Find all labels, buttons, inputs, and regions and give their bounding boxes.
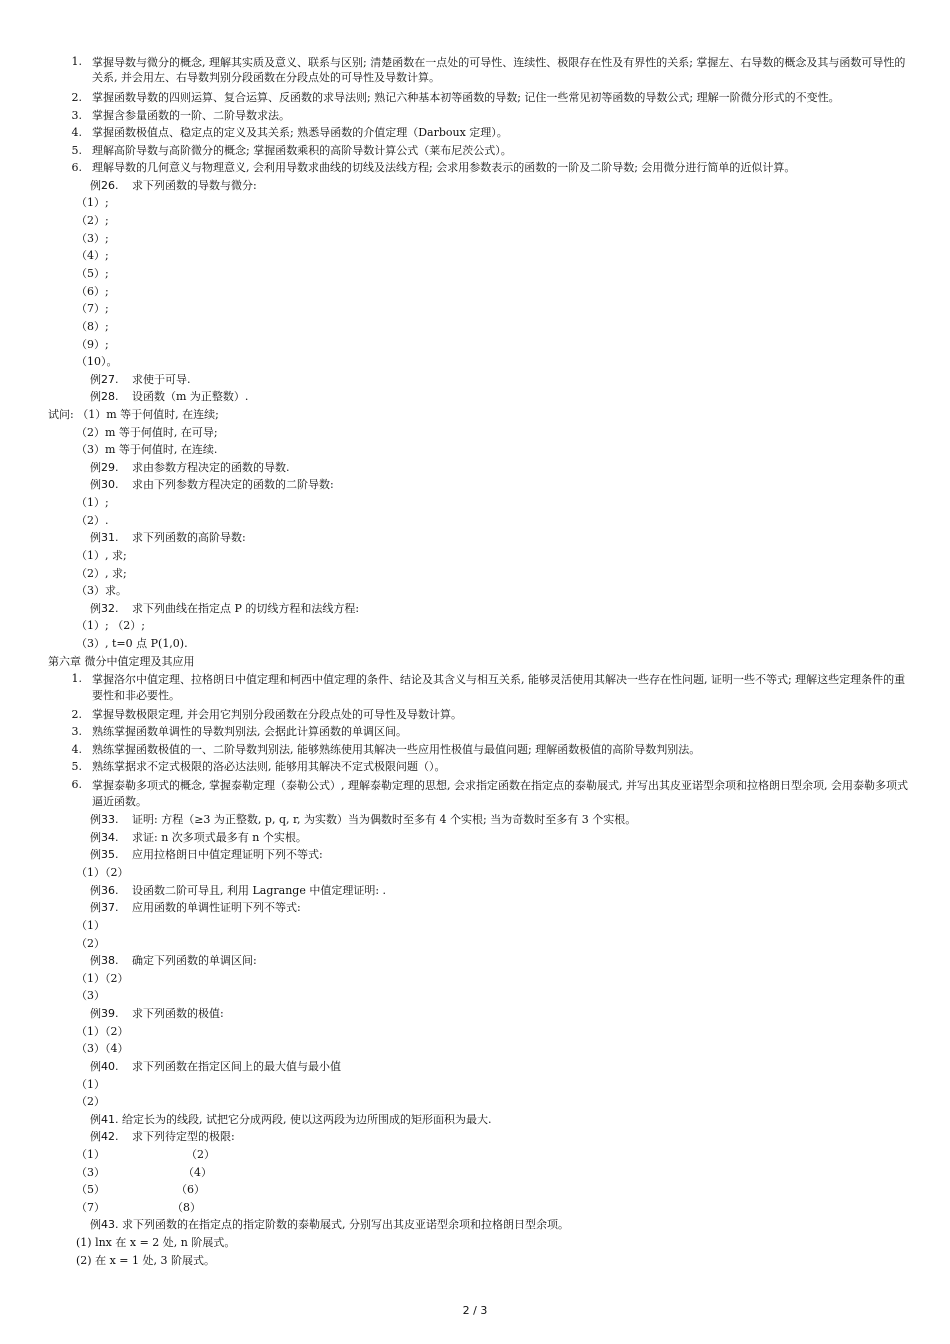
sub-item: （1）（2） bbox=[76, 1025, 129, 1038]
example-label: 例43. bbox=[90, 1218, 119, 1231]
example-label: 例33. bbox=[90, 813, 119, 826]
example-32 bbox=[90, 602, 359, 616]
sub-item: （1）, 求; bbox=[76, 549, 127, 562]
example-30 bbox=[90, 478, 334, 492]
list-item bbox=[62, 725, 407, 739]
example-40 bbox=[90, 1060, 341, 1074]
sub-item: （2） bbox=[186, 1148, 215, 1161]
example-text: 证明: 方程（≥3 为正整数, p, q, r, 为实数）当为偶数时至多有 4 个实根; 当为奇数时至多有 3 个实根。 bbox=[132, 813, 637, 826]
list-text: 掌握函数导数的四则运算、复合运算、反函数的求导法则; 熟记六种基本初等函数的导数; 记住一些常见初等函数的导数公式; 理解一阶微分形式的不变性。 bbox=[92, 91, 840, 104]
example-label: 例36. bbox=[90, 884, 119, 897]
sub-item: (1) lnx 在 x = 2 处, n 阶展式。 bbox=[76, 1236, 236, 1249]
example-text: 求由下列参数方程决定的函数的二阶导数: bbox=[132, 478, 334, 491]
example-text: 求下列函数的极值: bbox=[132, 1007, 224, 1020]
example-text: 求由参数方程决定的函数的导数. bbox=[132, 461, 290, 474]
example-label: 例42. bbox=[90, 1130, 119, 1143]
sub-item: （3）; bbox=[76, 232, 109, 245]
list-number: 6. bbox=[71, 778, 82, 791]
list-item bbox=[62, 161, 795, 175]
example-36 bbox=[90, 884, 386, 898]
list-text: 理解高阶导数与高阶微分的概念; 掌握函数乘积的高阶导数计算公式（莱布尼茨公式）。 bbox=[92, 144, 512, 157]
sub-item: （1）; bbox=[76, 496, 109, 509]
sub-item: （3） bbox=[76, 1166, 105, 1179]
example-text: 求下列函数的导数与微分: bbox=[132, 179, 257, 192]
example-text: 给定长为的线段, 试把它分成两段, 使以这两段为边所围成的矩形面积为最大. bbox=[122, 1113, 492, 1126]
list-number: 3. bbox=[71, 109, 82, 122]
example-42 bbox=[90, 1130, 235, 1144]
sub-item: （8） bbox=[172, 1201, 201, 1214]
list-number: 1. bbox=[71, 55, 82, 68]
sub-item: （1）（2） bbox=[76, 972, 129, 985]
example-text: 应用拉格朗日中值定理证明下列不等式: bbox=[132, 848, 323, 861]
example-label: 例26. bbox=[90, 179, 119, 192]
list-text: 理解导数的几何意义与物理意义, 会利用导数求曲线的切线及法线方程; 会求用参数表示的函数的一阶及二阶导数; 会用微分进行简单的近似计算。 bbox=[92, 161, 796, 174]
sub-item: （2）. bbox=[76, 514, 109, 527]
list-number: 4. bbox=[71, 126, 82, 139]
example-26 bbox=[90, 179, 257, 193]
sub-item: （2） bbox=[76, 937, 105, 950]
sub-item: （5）; bbox=[76, 267, 109, 280]
sub-item: (2) 在 x = 1 处, 3 阶展式。 bbox=[76, 1254, 215, 1267]
example-text: 设函数（m 为正整数）. bbox=[132, 390, 249, 403]
sub-item: 试问: （1）m 等于何值时, 在连续; bbox=[48, 408, 219, 421]
list-number: 5. bbox=[71, 144, 82, 157]
example-text: 求下列函数的高阶导数: bbox=[132, 531, 246, 544]
sub-item: （3）, t=0 点 P(1,0). bbox=[76, 637, 188, 650]
sub-item: （3） bbox=[76, 989, 105, 1002]
sub-item: （5） bbox=[76, 1183, 105, 1196]
sub-item: （1）; （2）; bbox=[76, 619, 145, 632]
list-text: 掌握导数与微分的概念, 理解其实质及意义、联系与区别; 清楚函数在一点处的可导性、连续性、极限存在性及有界性的关系; 掌握左、右导数的概念及其与函数可导性的关系, 并会用左、右导数判别分段函数在分段点处的可导性及导数计算。 bbox=[92, 56, 906, 84]
list-text: 掌握含参量函数的一阶、二阶导数求法。 bbox=[92, 109, 290, 122]
sub-item: （1） bbox=[76, 1148, 105, 1161]
example-label: 例28. bbox=[90, 390, 119, 403]
example-label: 例41. bbox=[90, 1113, 119, 1126]
example-39 bbox=[90, 1007, 224, 1021]
example-34 bbox=[90, 831, 307, 845]
list-number: 6. bbox=[71, 161, 82, 174]
example-27 bbox=[90, 373, 191, 387]
page-number: 2 / 3 bbox=[462, 1304, 488, 1317]
list-number: 2. bbox=[71, 708, 82, 721]
sub-item: （2）m 等于何值时, 在可导; bbox=[76, 426, 218, 439]
example-text: 求下列函数的在指定点的指定阶数的泰勒展式, 分别写出其皮亚诺型余项和拉格朗日型余项。 bbox=[122, 1218, 569, 1231]
list-text: 掌握洛尔中值定理、拉格朗日中值定理和柯西中值定理的条件、结论及其含义与相互关系, 能够灵活使用其解决一些存在性问题, 证明一些不等式; 理解这些定理条件的重要性和非必要性。 bbox=[92, 673, 906, 702]
example-31 bbox=[90, 531, 246, 545]
example-label: 例35. bbox=[90, 848, 119, 861]
list-item bbox=[62, 91, 840, 105]
sub-item: （2）; bbox=[76, 214, 109, 227]
example-label: 例37. bbox=[90, 901, 119, 914]
example-label: 例32. bbox=[90, 602, 119, 615]
sub-item: （1） bbox=[76, 1078, 105, 1091]
list-item bbox=[62, 55, 912, 85]
example-label: 例30. bbox=[90, 478, 119, 491]
list-text: 掌握泰勒多项式的概念, 掌握泰勒定理（泰勒公式）, 理解泰勒定理的思想, 会求指定函数在指定点的泰勒展式, 并写出其皮亚诺型余项和拉格朗日型余项, 会用泰勒多项式逼近函数。 bbox=[92, 779, 908, 808]
list-text: 掌握导数极限定理, 并会用它判别分段函数在分段点处的可导性及导数计算。 bbox=[92, 708, 462, 721]
list-item bbox=[62, 144, 512, 158]
example-29 bbox=[90, 461, 290, 475]
example-label: 例31. bbox=[90, 531, 119, 544]
sub-item: （8）; bbox=[76, 320, 109, 333]
list-item bbox=[62, 708, 462, 722]
example-37 bbox=[90, 901, 301, 915]
example-38 bbox=[90, 954, 257, 968]
sub-item: （3）求。 bbox=[76, 584, 127, 597]
example-label: 例27. bbox=[90, 373, 119, 386]
example-33 bbox=[90, 813, 636, 827]
list-item bbox=[62, 672, 912, 704]
example-text: 求证: n 次多项式最多有 n 个实根。 bbox=[132, 831, 307, 844]
sub-item: （2）, 求; bbox=[76, 567, 127, 580]
example-label: 例38. bbox=[90, 954, 119, 967]
sub-item: （4） bbox=[183, 1166, 212, 1179]
list-item bbox=[62, 109, 290, 123]
list-item bbox=[62, 778, 912, 810]
list-text: 熟练掌握函数极值的一、二阶导数判别法, 能够熟练使用其解决一些应用性极值与最值问题; 理解函数极值的高阶导数判别法。 bbox=[92, 743, 701, 756]
list-text: 熟练掌据求不定式极限的洛必达法则, 能够用其解决不定式极限问题（）。 bbox=[92, 760, 446, 773]
list-text: 熟练掌握函数单调性的导数判别法, 会据此计算函数的单调区间。 bbox=[92, 725, 407, 738]
sub-item: （3）m 等于何值时, 在连续. bbox=[76, 443, 218, 456]
example-label: 例34. bbox=[90, 831, 119, 844]
sub-item: （1）; bbox=[76, 196, 109, 209]
list-number: 3. bbox=[71, 725, 82, 738]
chapter-heading: 第六章 微分中值定理及其应用 bbox=[48, 655, 195, 668]
example-35 bbox=[90, 848, 323, 862]
example-label: 例29. bbox=[90, 461, 119, 474]
example-label: 例40. bbox=[90, 1060, 119, 1073]
list-number: 2. bbox=[71, 91, 82, 104]
list-item bbox=[62, 760, 446, 774]
sub-item: （7）; bbox=[76, 302, 109, 315]
example-text: 确定下列函数的单调区间: bbox=[132, 954, 257, 967]
sub-item: （3）（4） bbox=[76, 1042, 129, 1055]
sub-item: （2） bbox=[76, 1095, 105, 1108]
list-text: 掌握函数极值点、稳定点的定义及其关系; 熟悉导函数的介值定理（Darboux 定理）。 bbox=[92, 126, 508, 139]
example-text: 求下列待定型的极限: bbox=[132, 1130, 235, 1143]
list-item bbox=[62, 126, 508, 140]
sub-item: （4）; bbox=[76, 249, 109, 262]
example-text: 求使于可导. bbox=[132, 373, 191, 386]
sub-item: （10）。 bbox=[76, 355, 118, 368]
sub-item: （6） bbox=[176, 1183, 205, 1196]
example-text: 求下列函数在指定区间上的最大值与最小值 bbox=[132, 1060, 341, 1073]
list-item bbox=[62, 743, 700, 757]
sub-item: （9）; bbox=[76, 338, 109, 351]
list-number: 4. bbox=[71, 743, 82, 756]
sub-item: （6）; bbox=[76, 285, 109, 298]
list-number: 1. bbox=[71, 672, 82, 685]
sub-item: （1） bbox=[76, 919, 105, 932]
example-text: 设函数二阶可导且, 利用 Lagrange 中值定理证明: . bbox=[132, 884, 387, 897]
sub-item: （7） bbox=[76, 1201, 105, 1214]
example-43 bbox=[90, 1218, 569, 1232]
example-28 bbox=[90, 390, 248, 404]
list-number: 5. bbox=[71, 760, 82, 773]
example-text: 应用函数的单调性证明下列不等式: bbox=[132, 901, 301, 914]
sub-item: （1）（2） bbox=[76, 866, 129, 879]
example-text: 求下列曲线在指定点 P 的切线方程和法线方程: bbox=[132, 602, 360, 615]
example-label: 例39. bbox=[90, 1007, 119, 1020]
example-41 bbox=[90, 1113, 491, 1127]
